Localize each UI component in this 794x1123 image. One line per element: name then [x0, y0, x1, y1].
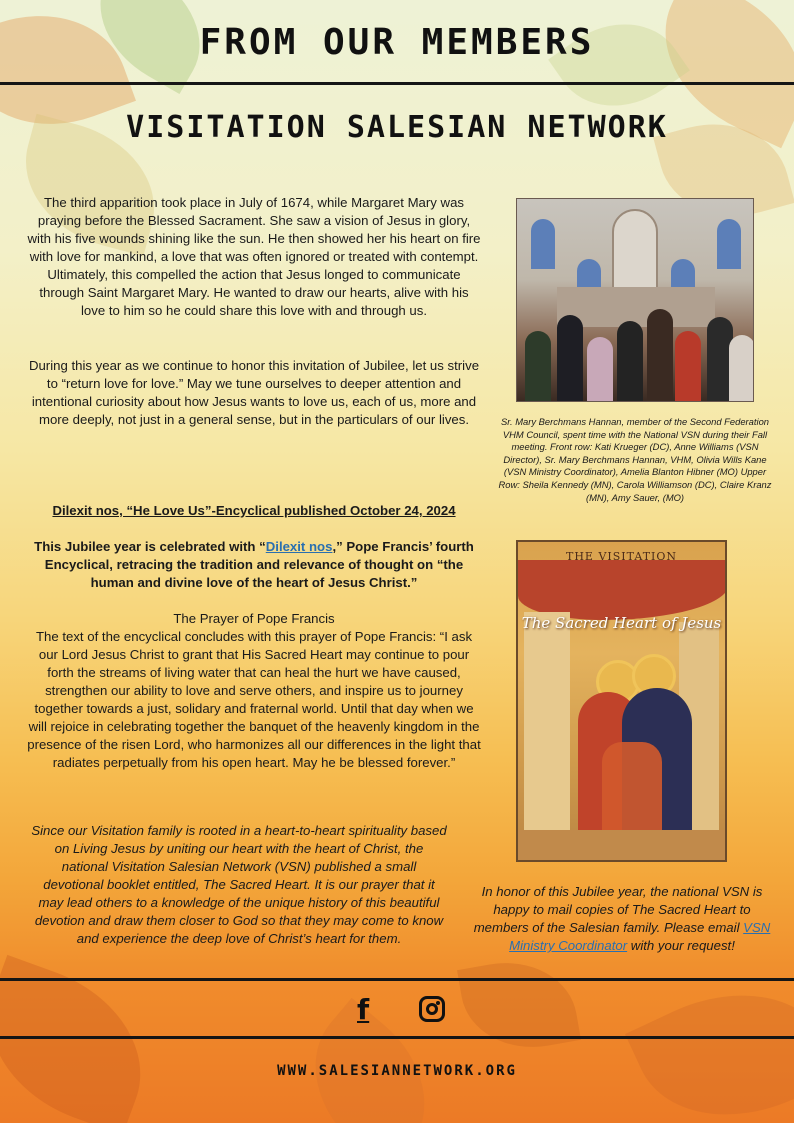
closing-paragraph: Since our Visitation family is rooted in a heart-to-heart spirituality based on Living Jesus by uniting our heart with the heart of Christ, the national Visitation Salesian Network (VSN) published a small devotional booklet entitled, The Sacred Heart. It is our prayer that it may lead others to a knowledge of the unique history of this beautiful devotion and draw them closer to God so that they may come to know and experience the deep love of Christ’s heart for them.: [31, 823, 447, 946]
instagram-dot: [436, 1001, 440, 1005]
honor-paragraph: [470, 883, 774, 955]
person-figure: [647, 309, 673, 401]
prayer-title: The Prayer of Pope Francis: [173, 611, 335, 626]
icon-label: THE VISITATION: [565, 550, 678, 563]
jubilee-text-after: ,” Pope Francis’ fourth Encyclical, retracing the tradition and relevance of thought on “the human and divine love of the heart of Jesus Christ.”: [44, 539, 474, 590]
person-figure: [525, 331, 551, 401]
article-paragraph-2: During this year as we continue to honor this invitation of Jubilee, let us strive to “return love for love.” May we tune ourselves to deeper attention and intentional curiosity about how Jesus wants to love us, each of us, more and more deeply, not just in a general sense, but in the particulars of our lives.: [28, 358, 480, 427]
prayer-text: The text of the encyclical concludes with this prayer of Pope Francis: “I ask our Lord Jesus Christ to grant that His Sacred Heart may continue to pour forth the streams of living water that can heal the hurt we have caused, strengthen our ability to love and serve others, and inspire us to journey together towards a just, solidary and fraternal world. Until that day when we will rejoice in celebrating together the banquet of the heavenly kingdom in the presence of the risen Lord, who harmonizes all our differences in the light that radiates perpetually from his open heart. May he be blessed forever.”: [27, 629, 481, 770]
leaf-decoration: [625, 958, 794, 1123]
icon-curtain: [518, 560, 727, 620]
altar-arch: [612, 209, 658, 289]
icon-building: [524, 612, 570, 842]
footer-divider-top: [0, 978, 794, 981]
photo-caption: Sr. Mary Berchmans Hannan, member of the Second Federation VHM Council, spent time with the National VSN during their Fall meeting. Front row: Kati Krueger (DC), Anne Williams (VSN Director), Sr. Mary Berchmans Hannan, VHM, Olivia Wills Kane (VSN Ministry Coordinator), Amelia Blanton Hibner (MO) Upper Row: Sheila Kennedy (MN), Carola Williamson (DC), Claire Kranz (MN), Amy Sauer, (MO): [498, 416, 772, 503]
website-link[interactable]: WWW.SALESIANNETWORK.ORG: [277, 1063, 517, 1079]
stained-glass-window: [717, 219, 741, 269]
leaf-decoration: [457, 951, 581, 1059]
encyclical-heading: Dilexit nos, “He Love Us”-Encyclical published October 24, 2024: [52, 503, 456, 518]
facebook-icon[interactable]: f: [357, 993, 370, 1026]
header-divider: [0, 82, 794, 85]
vsn-coordinator-link[interactable]: VSN Ministry Coordinator: [509, 920, 771, 953]
icon-floor: [518, 830, 727, 860]
person-figure: [675, 331, 701, 401]
person-figure: [729, 335, 754, 401]
footer-divider-bottom: [0, 1036, 794, 1039]
honor-text-before: In honor of this Jubilee year, the national VSN is happy to mail copies of The Sacred Heart to members of the Salesian family. Please email: [473, 884, 763, 935]
page-header-title: FROM OUR MEMBERS: [199, 22, 595, 63]
dilexit-nos-link[interactable]: Dilexit nos: [265, 539, 333, 554]
jubilee-paragraph: [26, 538, 482, 592]
section-title: VISITATION SALESIAN NETWORK: [126, 110, 668, 145]
person-figure: [557, 315, 583, 401]
honor-text-after: with your request!: [627, 938, 735, 953]
visitation-icon-image: [516, 540, 727, 862]
article-paragraph-1: The third apparition took place in July of 1674, while Margaret Mary was praying before the Blessed Sacrament. She saw a vision of Jesus in glory, with his five wounds shining like the sun. He then showed her his heart on fire with love for mankind, a love that was often ignored or treated with contempt. Ultimately, this compelled the action that Jesus longed to communicate through Saint Margaret Mary. He wanted to draw our hearts, alive with his love to him so he could share this love with and through us.: [27, 195, 481, 318]
icon-title: The Sacred Heart of Jesus: [521, 614, 722, 632]
stained-glass-window: [531, 219, 555, 269]
group-photo: [516, 198, 754, 402]
person-figure: [587, 337, 613, 401]
instagram-icon[interactable]: [419, 996, 445, 1022]
person-figure: [617, 321, 643, 401]
jubilee-text-before: This Jubilee year is celebrated with “: [34, 539, 266, 554]
